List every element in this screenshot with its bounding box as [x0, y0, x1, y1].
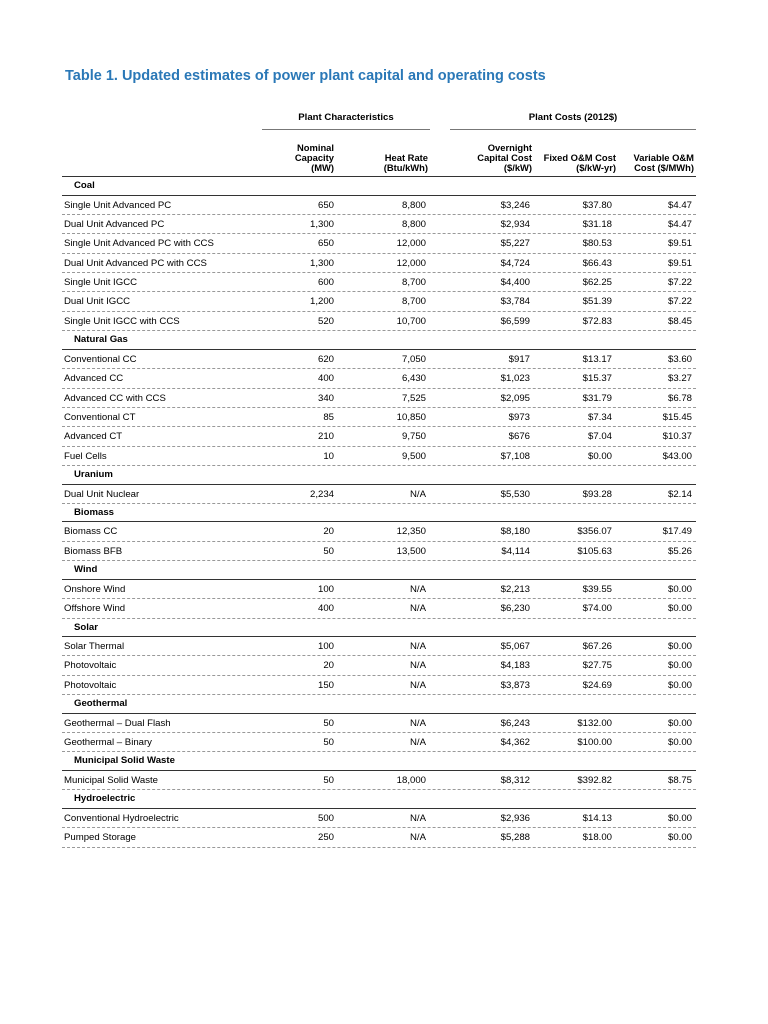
section-header: Solar [62, 619, 696, 638]
table-row [62, 522, 696, 541]
capacity-cell: 50 [323, 717, 334, 729]
capacity-cell: 10 [323, 450, 334, 462]
fixed-om-cell: $31.18 [582, 218, 612, 230]
variable-om-cell: $10.37 [662, 431, 692, 443]
column-header-capacity: Nominal Capacity (MW) [294, 142, 334, 173]
plant-name-cell: Dual Unit Nuclear [64, 488, 140, 500]
heat-rate-cell: 12,000 [396, 257, 426, 269]
capital-cost-cell: $2,936 [500, 812, 530, 824]
variable-om-cell: $4.47 [667, 218, 692, 230]
section-header: Uranium [62, 466, 696, 485]
capacity-cell: 50 [323, 545, 334, 557]
plant-name-cell: Geothermal – Dual Flash [64, 717, 171, 729]
variable-om-cell: $0.00 [667, 603, 692, 615]
heat-rate-cell: 7,525 [401, 392, 426, 404]
capacity-cell: 250 [317, 832, 334, 844]
heat-rate-cell: 7,050 [401, 353, 426, 365]
table-row [62, 389, 696, 408]
table-row [62, 714, 696, 733]
plant-name-cell: Dual Unit IGCC [64, 296, 131, 308]
variable-om-cell: $0.00 [667, 737, 692, 749]
capital-cost-cell: $2,213 [500, 583, 530, 595]
heat-rate-cell: 10,850 [396, 411, 426, 423]
capital-cost-cell: $4,362 [500, 737, 530, 749]
fixed-om-cell: $74.00 [582, 603, 612, 615]
capacity-cell: 400 [317, 603, 334, 615]
section-header: Wind [62, 561, 696, 580]
capital-cost-cell: $5,067 [500, 641, 530, 653]
table-row [62, 599, 696, 618]
heat-rate-cell: 9,500 [401, 450, 426, 462]
fixed-om-cell: $18.00 [582, 832, 612, 844]
heat-rate-cell: 8,800 [401, 199, 426, 211]
variable-om-cell: $9.51 [667, 257, 692, 269]
heat-rate-cell: N/A [410, 488, 426, 500]
heat-rate-cell: 13,500 [396, 545, 426, 557]
capital-cost-cell: $4,183 [500, 660, 530, 672]
capital-cost-cell: $5,227 [500, 238, 530, 250]
group-underline [450, 129, 696, 130]
variable-om-cell: $3.27 [667, 373, 692, 385]
heat-rate-cell: 8,700 [401, 277, 426, 289]
capacity-cell: 520 [317, 315, 334, 327]
group-header-plant-costs: Plant Costs (2012$) [528, 112, 618, 123]
plant-name-cell: Conventional Hydroelectric [64, 812, 179, 824]
plant-name-cell: Biomass CC [64, 526, 118, 538]
heat-rate-cell: 9,750 [401, 431, 426, 443]
capital-cost-cell: $2,095 [500, 392, 530, 404]
column-header-capital-cost: Overnight Capital Cost ($/kW) [477, 142, 532, 173]
heat-rate-cell: 8,800 [401, 218, 426, 230]
heat-rate-cell: 12,350 [396, 526, 426, 538]
plant-name-cell: Geothermal – Binary [64, 737, 152, 749]
capital-cost-cell: $5,530 [500, 488, 530, 500]
capacity-cell: 650 [317, 238, 334, 250]
plant-name-cell: Pumped Storage [64, 832, 136, 844]
table-row [62, 312, 696, 331]
capacity-cell: 20 [323, 660, 334, 672]
capacity-cell: 620 [317, 353, 334, 365]
heat-rate-cell: 18,000 [396, 774, 426, 786]
capacity-cell: 600 [317, 277, 334, 289]
heat-rate-cell: N/A [410, 583, 426, 595]
fixed-om-cell: $24.69 [582, 679, 612, 691]
variable-om-cell: $8.45 [667, 315, 692, 327]
fixed-om-cell: $80.53 [582, 238, 612, 250]
fixed-om-cell: $356.07 [577, 526, 612, 538]
variable-om-cell: $8.75 [667, 774, 692, 786]
capital-cost-cell: $1,023 [500, 373, 530, 385]
capacity-cell: 1,200 [309, 296, 334, 308]
heat-rate-cell: 6,430 [401, 373, 426, 385]
heat-rate-cell: N/A [410, 660, 426, 672]
capital-cost-cell: $8,312 [500, 774, 530, 786]
fixed-om-cell: $31.79 [582, 392, 612, 404]
capital-cost-cell: $4,724 [500, 257, 530, 269]
fixed-om-cell: $132.00 [577, 717, 612, 729]
capital-cost-cell: $4,400 [500, 277, 530, 289]
table-row [62, 733, 696, 752]
fixed-om-cell: $7.04 [587, 431, 612, 443]
plant-name-cell: Conventional CT [64, 411, 136, 423]
table-row [62, 542, 696, 561]
capital-cost-cell: $6,230 [500, 603, 530, 615]
section-header: Geothermal [62, 695, 696, 714]
fixed-om-cell: $39.55 [582, 583, 612, 595]
cost-table [62, 112, 696, 848]
capital-cost-cell: $973 [508, 411, 530, 423]
capacity-cell: 2,234 [309, 488, 334, 500]
capacity-cell: 400 [317, 373, 334, 385]
heat-rate-cell: 8,700 [401, 296, 426, 308]
heat-rate-cell: N/A [410, 832, 426, 844]
variable-om-cell: $0.00 [667, 832, 692, 844]
heat-rate-cell: N/A [410, 717, 426, 729]
table-row [62, 809, 696, 828]
plant-name-cell: Offshore Wind [64, 603, 126, 615]
heat-rate-cell: 10,700 [396, 315, 426, 327]
variable-om-cell: $0.00 [667, 679, 692, 691]
table-row [62, 408, 696, 427]
variable-om-cell: $17.49 [662, 526, 692, 538]
heat-rate-cell: N/A [410, 812, 426, 824]
table-body [62, 177, 696, 848]
group-underline [262, 129, 430, 130]
fixed-om-cell: $15.37 [582, 373, 612, 385]
capital-cost-cell: $3,784 [500, 296, 530, 308]
plant-name-cell: Single Unit IGCC [64, 277, 138, 289]
capital-cost-cell: $3,873 [500, 679, 530, 691]
section-header: Hydroelectric [62, 790, 696, 809]
fixed-om-cell: $105.63 [577, 545, 612, 557]
fixed-om-cell: $93.28 [582, 488, 612, 500]
plant-name-cell: Onshore Wind [64, 583, 126, 595]
plant-name-cell: Single Unit Advanced PC [64, 199, 172, 211]
capital-cost-cell: $5,288 [500, 832, 530, 844]
heat-rate-cell: N/A [410, 641, 426, 653]
table-row [62, 234, 696, 253]
group-header-plant-characteristics: Plant Characteristics [298, 112, 394, 123]
variable-om-cell: $6.78 [667, 392, 692, 404]
fixed-om-cell: $51.39 [582, 296, 612, 308]
capacity-cell: 500 [317, 812, 334, 824]
heat-rate-cell: N/A [410, 737, 426, 749]
variable-om-cell: $9.51 [667, 238, 692, 250]
table-row [62, 771, 696, 790]
variable-om-cell: $0.00 [667, 641, 692, 653]
capacity-cell: 1,300 [309, 218, 334, 230]
fixed-om-cell: $62.25 [582, 277, 612, 289]
fixed-om-cell: $100.00 [577, 737, 612, 749]
capacity-cell: 150 [317, 679, 334, 691]
capital-cost-cell: $6,599 [500, 315, 530, 327]
section-header: Coal [62, 177, 696, 196]
fixed-om-cell: $66.43 [582, 257, 612, 269]
table-row [62, 254, 696, 273]
plant-name-cell: Single Unit IGCC with CCS [64, 315, 180, 327]
plant-name-cell: Solar Thermal [64, 641, 125, 653]
variable-om-cell: $4.47 [667, 199, 692, 211]
fixed-om-cell: $13.17 [582, 353, 612, 365]
column-header-variable-om: Variable O&M Cost ($/MWh) [633, 152, 694, 173]
fixed-om-cell: $7.34 [587, 411, 612, 423]
table-row [62, 427, 696, 446]
table-row [62, 656, 696, 675]
table-row [62, 580, 696, 599]
fixed-om-cell: $0.00 [587, 450, 612, 462]
plant-name-cell: Photovoltaic [64, 679, 117, 691]
capital-cost-cell: $4,114 [501, 545, 530, 557]
capacity-cell: 340 [317, 392, 334, 404]
plant-name-cell: Dual Unit Advanced PC with CCS [64, 257, 207, 269]
variable-om-cell: $0.00 [667, 812, 692, 824]
capacity-cell: 50 [323, 737, 334, 749]
table-row [62, 485, 696, 504]
fixed-om-cell: $37.80 [582, 199, 612, 211]
plant-name-cell: Advanced CC [64, 373, 124, 385]
plant-name-cell: Advanced CT [64, 431, 123, 443]
heat-rate-cell: 12,000 [396, 238, 426, 250]
column-header-fixed-om: Fixed O&M Cost ($/kW-yr) [543, 152, 616, 173]
fixed-om-cell: $67.26 [582, 641, 612, 653]
table-row [62, 292, 696, 311]
fixed-om-cell: $72.83 [582, 315, 612, 327]
capacity-cell: 650 [317, 199, 334, 211]
variable-om-cell: $5.26 [667, 545, 692, 557]
capital-cost-cell: $8,180 [500, 526, 530, 538]
variable-om-cell: $3.60 [667, 353, 692, 365]
capacity-cell: 50 [323, 774, 334, 786]
section-header: Biomass [62, 504, 696, 523]
plant-name-cell: Dual Unit Advanced PC [64, 218, 165, 230]
capacity-cell: 100 [317, 641, 334, 653]
table-row [62, 350, 696, 369]
variable-om-cell: $15.45 [662, 411, 692, 423]
table-row [62, 196, 696, 215]
capacity-cell: 100 [317, 583, 334, 595]
plant-name-cell: Single Unit Advanced PC with CCS [64, 238, 214, 250]
variable-om-cell: $0.00 [667, 583, 692, 595]
variable-om-cell: $2.14 [667, 488, 692, 500]
column-headers [62, 132, 696, 177]
plant-name-cell: Biomass BFB [64, 545, 123, 557]
section-header: Natural Gas [62, 331, 696, 350]
table-row [62, 637, 696, 656]
capital-cost-cell: $2,934 [500, 218, 530, 230]
fixed-om-cell: $27.75 [582, 660, 612, 672]
capital-cost-cell: $7,108 [500, 450, 530, 462]
table-row [62, 828, 696, 847]
capital-cost-cell: $6,243 [500, 717, 530, 729]
variable-om-cell: $0.00 [667, 660, 692, 672]
section-header: Municipal Solid Waste [62, 752, 696, 771]
plant-name-cell: Advanced CC with CCS [64, 392, 166, 404]
table-row [62, 676, 696, 695]
variable-om-cell: $7.22 [667, 296, 692, 308]
capital-cost-cell: $676 [508, 431, 530, 443]
capacity-cell: 85 [323, 411, 334, 423]
plant-name-cell: Photovoltaic [64, 660, 117, 672]
variable-om-cell: $0.00 [667, 717, 692, 729]
capacity-cell: 20 [323, 526, 334, 538]
variable-om-cell: $43.00 [662, 450, 692, 462]
table-row [62, 215, 696, 234]
plant-name-cell: Municipal Solid Waste [64, 774, 159, 786]
plant-name-cell: Fuel Cells [64, 450, 107, 462]
plant-name-cell: Conventional CC [64, 353, 137, 365]
table-row [62, 369, 696, 388]
variable-om-cell: $7.22 [667, 277, 692, 289]
heat-rate-cell: N/A [410, 679, 426, 691]
group-headers [62, 112, 696, 132]
heat-rate-cell: N/A [410, 603, 426, 615]
table-title: Table 1. Updated estimates of power plant capital and operating costs [65, 68, 546, 84]
table-row [62, 273, 696, 292]
table-row [62, 447, 696, 466]
capital-cost-cell: $3,246 [500, 199, 530, 211]
capacity-cell: 210 [317, 431, 334, 443]
fixed-om-cell: $392.82 [577, 774, 612, 786]
capital-cost-cell: $917 [508, 353, 530, 365]
fixed-om-cell: $14.13 [582, 812, 612, 824]
column-header-heat-rate: Heat Rate (Btu/kWh) [383, 152, 428, 173]
capacity-cell: 1,300 [309, 257, 334, 269]
